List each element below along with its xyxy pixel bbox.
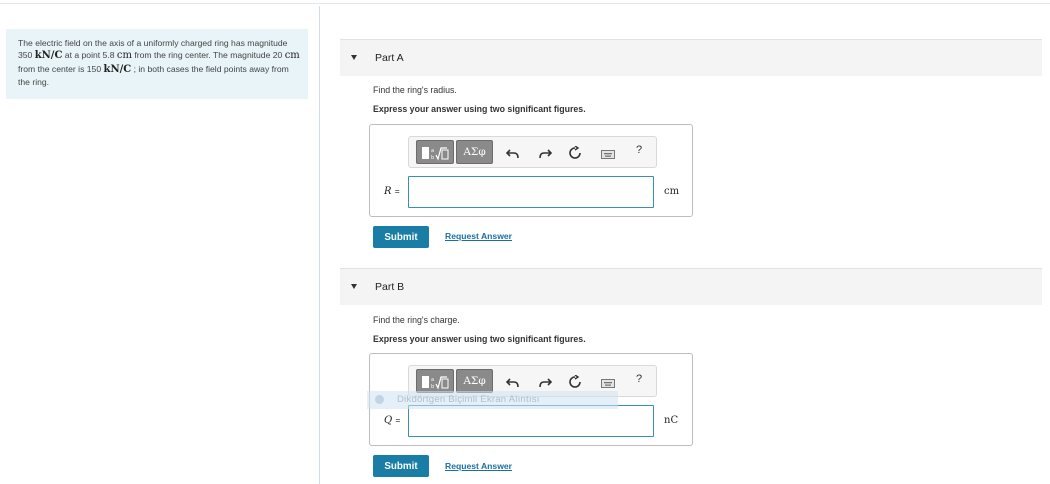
part-b-prompt: Find the ring's charge.: [373, 315, 460, 325]
problem-text: from the center is 150: [18, 63, 104, 74]
part-b-title: Part B: [375, 281, 405, 293]
undo-icon[interactable]: [506, 375, 520, 389]
part-a-answer-input[interactable]: [408, 176, 654, 208]
part-a-header[interactable]: [340, 39, 1042, 76]
reset-icon[interactable]: [568, 146, 582, 160]
part-a-request-answer-link[interactable]: Request Answer: [445, 231, 513, 241]
svg-text:b: b: [431, 155, 435, 161]
part-b-instruction: Express your answer using two significant figures.: [373, 334, 586, 344]
templates-icon[interactable]: [416, 369, 454, 393]
variable-symbol: R: [384, 186, 392, 197]
part-b-submit-button[interactable]: Submit: [373, 455, 429, 477]
unit-kn-per-c: kN/C: [103, 63, 132, 75]
part-a-answer-box: [369, 124, 693, 217]
part-b-header[interactable]: [340, 268, 1042, 305]
part-a-prompt: Find the ring's radius.: [373, 85, 457, 95]
snip-overlay-text: Dikdörtgen Biçimli Ekran Alıntısı: [397, 394, 540, 405]
part-b-unit: nC: [664, 415, 679, 426]
top-rule: [0, 3, 1050, 4]
collapse-triangle-icon[interactable]: [351, 284, 357, 289]
greek-letters-icon[interactable]: ΑΣφ: [456, 140, 493, 164]
svg-text:b: b: [431, 384, 435, 390]
collapse-triangle-icon[interactable]: [351, 55, 357, 60]
part-b-request-answer-link[interactable]: Request Answer: [445, 461, 513, 471]
help-icon[interactable]: ?: [636, 144, 643, 156]
undo-icon[interactable]: [506, 146, 520, 160]
problem-text: ; in both cases the field points away from the ring.: [18, 63, 289, 88]
keyboard-icon[interactable]: [601, 377, 615, 391]
help-icon[interactable]: ?: [636, 373, 643, 385]
problem-statement: [6, 29, 308, 99]
equals-sign: =: [395, 415, 401, 425]
part-a-submit-button[interactable]: Submit: [373, 226, 429, 248]
part-b-variable-label: [384, 415, 400, 426]
unit-cm: cm: [284, 50, 300, 62]
pane-divider: [319, 6, 320, 484]
part-a-math-toolbar: [408, 136, 657, 168]
problem-text: from the ring center. The magnitude 20: [131, 50, 285, 61]
part-a-instruction: Express your answer using two significant figures.: [373, 104, 586, 114]
part-b-answer-input[interactable]: [408, 405, 654, 437]
unit-cm: cm: [116, 50, 132, 62]
svg-text:a: a: [431, 377, 435, 383]
equals-sign: =: [394, 186, 400, 196]
reset-icon[interactable]: [568, 375, 582, 389]
problem-text: at a point 5.8: [62, 50, 117, 61]
problem-text: The electric field on the axis of a uniformly charged ring has magnitude 350: [18, 38, 288, 61]
part-a-variable-label: [384, 186, 400, 197]
screen-snip-overlay: [367, 391, 618, 409]
keyboard-icon[interactable]: [601, 148, 615, 162]
greek-letters-icon[interactable]: ΑΣφ: [456, 369, 493, 393]
redo-icon[interactable]: [538, 375, 552, 389]
redo-icon[interactable]: [538, 146, 552, 160]
templates-icon[interactable]: [416, 140, 454, 164]
part-a-title: Part A: [375, 52, 404, 64]
variable-symbol: Q: [384, 415, 393, 426]
svg-text:a: a: [431, 148, 435, 154]
unit-kn-per-c: kN/C: [34, 50, 63, 62]
part-a-unit: cm: [664, 186, 680, 197]
snip-icon: [375, 395, 384, 404]
